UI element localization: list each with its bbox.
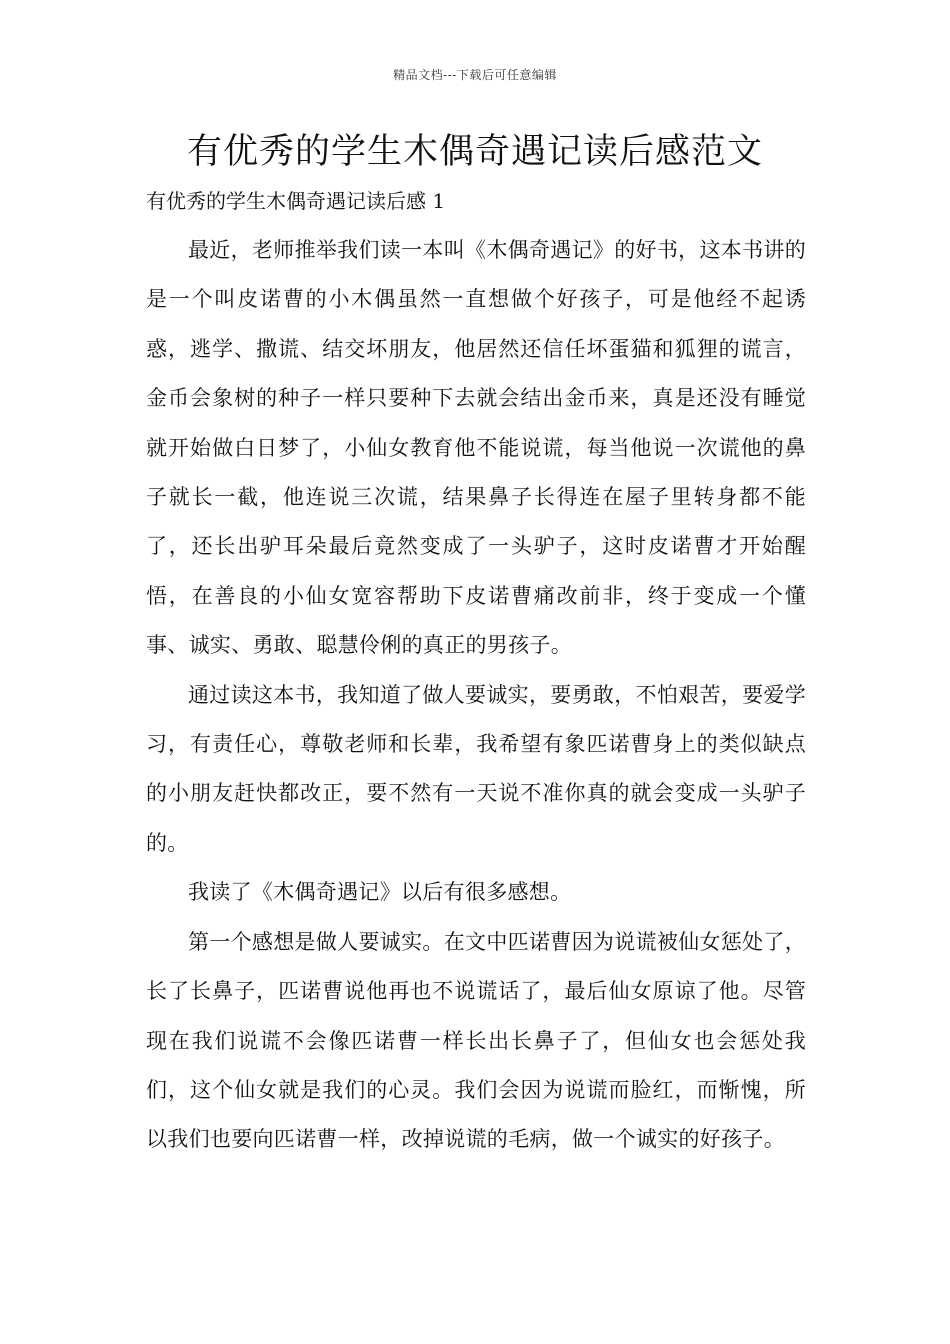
paragraph-3: 我读了《木偶奇遇记》以后有很多感想。 bbox=[188, 880, 572, 905]
section-heading: 有优秀的学生木偶奇遇记读后感 1 bbox=[146, 189, 446, 213]
paragraph-2: 通过读这本书，我知道了做人要诚实，要勇敢，不怕艰苦，要爱学习，有责任心，尊敬老师和长辈，我希望有象匹诺曹身上的类似缺点的小朋友赶快都改正，要不然有一天说不准你真的就会变成一头驴子的。 bbox=[146, 682, 806, 855]
document-title: 有优秀的学生木偶奇遇记读后感范文 bbox=[186, 132, 763, 172]
document-body bbox=[146, 226, 806, 1165]
paragraph-1: 最近，老师推举我们读一本叫《木偶奇遇记》的好书，这本书讲的是一个叫皮诺曹的小木偶虽然一直想做个好孩子，可是他经不起诱惑，逃学、撒谎、结交坏朋友，他居然还信任坏蛋猫和狐狸的谎言，金币会象树的种子一样只要种下去就会结出金币来，真是还没有睡觉就开始做白日梦了，小仙女教育他不能说谎，每当他说一次谎他的鼻子就长一截，他连说三次谎，结果鼻子长得连在屋子里转身都不能了，还长出驴耳朵最后竟然变成了一头驴子，这时皮诺曹才开始醒悟，在善良的小仙女宽容帮助下皮诺曹痛改前非，终于变成一个懂事、诚实、勇敢、聪慧伶俐的真正的男孩子。 bbox=[146, 238, 806, 658]
page-header-watermark: 精品文档---下载后可任意编辑 bbox=[393, 68, 557, 82]
paragraph-4: 第一个感想是做人要诚实。在文中匹诺曹因为说谎被仙女惩处了，长了长鼻子，匹诺曹说他再也不说谎话了，最后仙女原谅了他。尽管现在我们说谎不会像匹诺曹一样长出长鼻子了，但仙女也会惩处我们，这个仙女就是我们的心灵。我们会因为说谎而脸红，而惭愧，所以我们也要向匹诺曹一样，改掉说谎的毛病，做一个诚实的好孩子。 bbox=[146, 929, 806, 1152]
